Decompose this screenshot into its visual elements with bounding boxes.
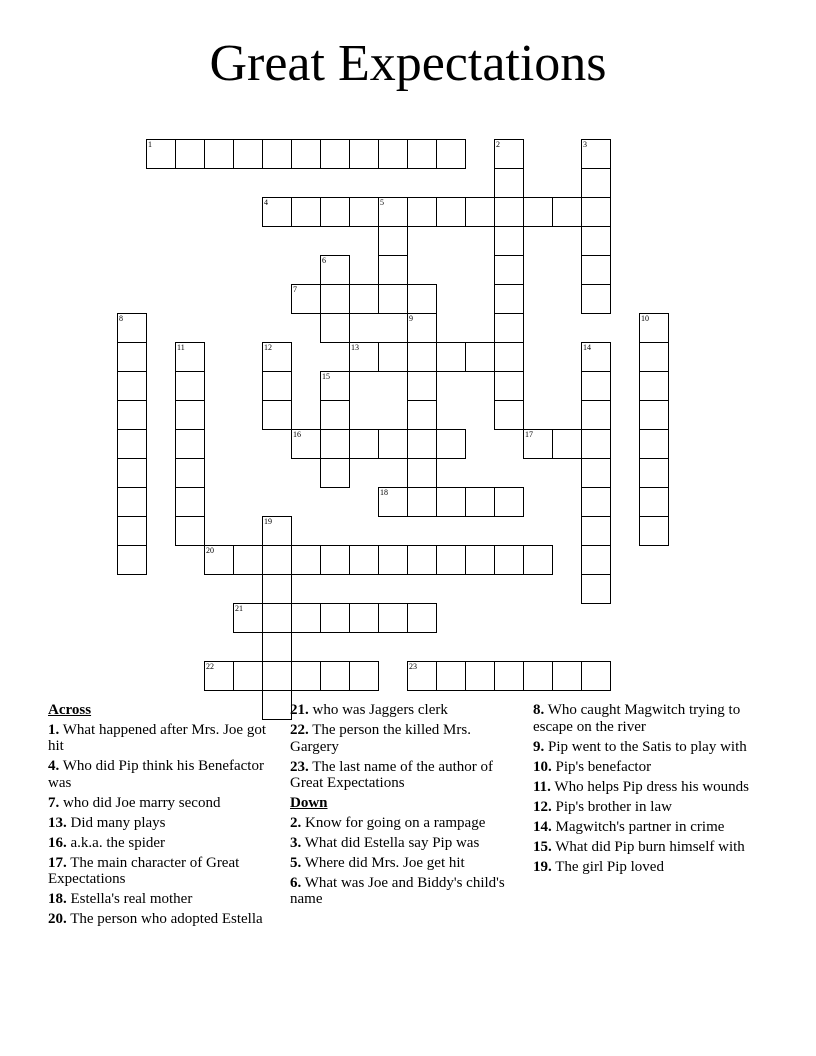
across-clue [48, 795, 278, 812]
clue-text: What did Estella say Pip was [301, 834, 480, 851]
grid-cell[interactable] [320, 603, 350, 633]
across-clue [48, 911, 278, 928]
grid-cell[interactable] [581, 197, 611, 227]
grid-cell[interactable] [407, 284, 437, 314]
grid-cell[interactable] [581, 487, 611, 517]
grid-cell[interactable] [262, 632, 292, 662]
across-clue [48, 835, 278, 852]
grid-cell[interactable] [291, 603, 321, 633]
grid-cell[interactable] [581, 516, 611, 546]
grid-cell[interactable] [465, 342, 495, 372]
grid-cell[interactable] [349, 284, 379, 314]
grid-cell[interactable] [436, 139, 466, 169]
clue-text: The person the killed Mrs. Gargery [290, 722, 471, 755]
clue-number: 12 [264, 343, 272, 352]
grid-cell[interactable] [117, 487, 147, 517]
clue-text: who did Joe marry second [59, 794, 221, 811]
grid-cell[interactable] [407, 661, 437, 691]
clue-text: a.k.a. the spider [66, 834, 166, 851]
grid-cell[interactable] [639, 487, 669, 517]
clue-number: 7. [48, 794, 60, 811]
clue-number: 17 [525, 430, 533, 439]
grid-cell[interactable] [378, 139, 408, 169]
clue-number: 23 [409, 662, 417, 671]
clue-text: What did Pip burn himself with [551, 838, 745, 855]
grid-cell[interactable] [436, 197, 466, 227]
grid-cell[interactable] [465, 545, 495, 575]
grid-cell[interactable] [407, 371, 437, 401]
grid-cell[interactable] [581, 139, 611, 169]
clue-text: Pip's brother in law [551, 798, 672, 815]
clue-text: Did many plays [66, 814, 166, 831]
clue-number: 2 [496, 140, 500, 149]
grid-cell[interactable] [204, 545, 234, 575]
clue-text: The girl Pip loved [551, 858, 664, 875]
down-clue [533, 839, 765, 856]
grid-cell[interactable] [349, 603, 379, 633]
clue-text: The last name of the author of Great Expectations [290, 758, 493, 791]
grid-cell[interactable] [175, 458, 205, 488]
grid-cell[interactable] [117, 371, 147, 401]
grid-cell[interactable] [378, 197, 408, 227]
grid-cell[interactable] [523, 661, 553, 691]
clue-number: 4. [48, 758, 60, 774]
clue-number: 21 [235, 604, 243, 613]
grid-cell[interactable] [465, 487, 495, 517]
grid-cell[interactable] [291, 429, 321, 459]
grid-cell[interactable] [407, 313, 437, 343]
down-clue [290, 815, 522, 832]
clue-number: 11 [177, 343, 185, 352]
clue-number: 17. [48, 854, 67, 871]
down-clue [533, 702, 765, 735]
clue-number: 1 [148, 140, 152, 149]
grid-cell[interactable] [320, 197, 350, 227]
grid-cell[interactable] [581, 284, 611, 314]
grid-cell[interactable] [407, 139, 437, 169]
grid-cell[interactable] [523, 197, 553, 227]
grid-cell[interactable] [581, 545, 611, 575]
grid-cell[interactable] [175, 342, 205, 372]
grid-cell[interactable] [349, 661, 379, 691]
grid-cell[interactable] [204, 139, 234, 169]
clue-text: Magwitch's partner in crime [551, 818, 725, 835]
clue-number: 23. [290, 758, 309, 775]
clue-number: 14 [583, 343, 591, 352]
grid-cell[interactable] [117, 313, 147, 343]
grid-cell[interactable] [117, 458, 147, 488]
grid-cell[interactable] [291, 197, 321, 227]
grid-cell[interactable] [262, 371, 292, 401]
clue-number: 9. [533, 738, 545, 755]
grid-cell[interactable] [117, 400, 147, 430]
grid-cell[interactable] [494, 139, 524, 169]
clue-number: 21. [290, 702, 309, 718]
clue-number: 8 [119, 314, 123, 323]
across-clue [290, 759, 522, 792]
grid-cell[interactable] [262, 400, 292, 430]
grid-cell[interactable] [349, 197, 379, 227]
clue-number: 16 [293, 430, 301, 439]
grid-cell[interactable] [494, 661, 524, 691]
grid-cell[interactable] [436, 661, 466, 691]
grid-cell[interactable] [320, 139, 350, 169]
across-clue [290, 722, 522, 755]
grid-cell[interactable] [552, 661, 582, 691]
clue-text: Who caught Magwitch trying to escape on the river [533, 702, 741, 735]
grid-cell[interactable] [407, 487, 437, 517]
grid-cell[interactable] [494, 197, 524, 227]
grid-cell[interactable] [581, 226, 611, 256]
grid-cell[interactable] [204, 661, 234, 691]
clue-number: 13. [48, 814, 67, 831]
clue-text: Pip went to the Satis to play with [544, 738, 747, 755]
clue-number: 5. [290, 854, 302, 871]
down-clue [533, 779, 765, 796]
grid-cell[interactable] [262, 139, 292, 169]
grid-cell[interactable] [117, 516, 147, 546]
clue-text: Who helps Pip dress his wounds [550, 778, 749, 795]
clue-number: 4 [264, 198, 268, 207]
clue-number: 3 [583, 140, 587, 149]
clue-text: Know for going on a rampage [301, 814, 486, 831]
clue-number: 12. [533, 798, 552, 815]
clue-number: 3. [290, 834, 302, 851]
grid-cell[interactable] [494, 400, 524, 430]
grid-cell[interactable] [465, 661, 495, 691]
clue-number: 10. [533, 758, 552, 775]
grid-cell[interactable] [233, 661, 263, 691]
grid-cell[interactable] [175, 487, 205, 517]
grid-cell[interactable] [378, 342, 408, 372]
down-header: Down [290, 795, 328, 811]
grid-cell[interactable] [320, 661, 350, 691]
clue-column-1 [48, 702, 278, 931]
grid-cell[interactable] [465, 197, 495, 227]
grid-cell[interactable] [494, 226, 524, 256]
grid-cell[interactable] [320, 313, 350, 343]
grid-cell[interactable] [639, 429, 669, 459]
clue-number: 20. [48, 911, 67, 927]
clue-text: who was Jaggers clerk [308, 702, 448, 718]
across-clue [48, 815, 278, 832]
grid-cell[interactable] [407, 429, 437, 459]
grid-cell[interactable] [494, 168, 524, 198]
grid-cell[interactable] [262, 197, 292, 227]
grid-cell[interactable] [523, 429, 553, 459]
grid-cell[interactable] [494, 255, 524, 285]
grid-cell[interactable] [581, 371, 611, 401]
grid-cell[interactable] [175, 371, 205, 401]
grid-cell[interactable] [494, 371, 524, 401]
grid-cell[interactable] [175, 516, 205, 546]
grid-cell[interactable] [581, 458, 611, 488]
grid-cell[interactable] [320, 458, 350, 488]
down-clue [533, 759, 765, 776]
clue-number: 13 [351, 343, 359, 352]
across-clue [48, 758, 278, 791]
grid-cell[interactable] [581, 429, 611, 459]
grid-cell[interactable] [146, 139, 176, 169]
grid-cell[interactable] [407, 603, 437, 633]
grid-cell[interactable] [291, 139, 321, 169]
grid-cell[interactable] [436, 545, 466, 575]
grid-cell[interactable] [581, 661, 611, 691]
grid-cell[interactable] [581, 168, 611, 198]
grid-cell[interactable] [436, 342, 466, 372]
grid-cell[interactable] [175, 429, 205, 459]
grid-cell[interactable] [349, 342, 379, 372]
grid-cell[interactable] [233, 603, 263, 633]
grid-cell[interactable] [378, 487, 408, 517]
grid-cell[interactable] [552, 429, 582, 459]
grid-cell[interactable] [349, 545, 379, 575]
across-header: Across [48, 702, 92, 718]
grid-cell[interactable] [378, 226, 408, 256]
grid-cell[interactable] [262, 603, 292, 633]
clue-number: 7 [293, 285, 297, 294]
grid-cell[interactable] [349, 429, 379, 459]
clue-text: What happened after Mrs. Joe got hit [48, 721, 266, 754]
across-clue [290, 702, 522, 719]
grid-cell[interactable] [639, 516, 669, 546]
grid-cell[interactable] [639, 458, 669, 488]
grid-cell[interactable] [262, 545, 292, 575]
grid-cell[interactable] [349, 139, 379, 169]
grid-cell[interactable] [378, 545, 408, 575]
down-clue [533, 799, 765, 816]
clue-number: 11. [533, 778, 551, 795]
grid-cell[interactable] [436, 487, 466, 517]
clue-number: 15. [533, 838, 552, 855]
grid-cell[interactable] [320, 429, 350, 459]
grid-cell[interactable] [494, 284, 524, 314]
grid-cell[interactable] [291, 545, 321, 575]
grid-cell[interactable] [581, 574, 611, 604]
grid-cell[interactable] [407, 342, 437, 372]
clue-number: 9 [409, 314, 413, 323]
clue-text: Where did Mrs. Joe get hit [301, 854, 465, 871]
grid-cell[interactable] [320, 284, 350, 314]
grid-cell[interactable] [320, 371, 350, 401]
grid-cell[interactable] [494, 487, 524, 517]
grid-cell[interactable] [320, 255, 350, 285]
grid-cell[interactable] [320, 400, 350, 430]
clue-number: 8. [533, 702, 545, 718]
grid-cell[interactable] [523, 545, 553, 575]
grid-cell[interactable] [407, 400, 437, 430]
grid-cell[interactable] [494, 313, 524, 343]
clue-number: 22. [290, 722, 309, 738]
clue-number: 19 [264, 517, 272, 526]
grid-cell[interactable] [407, 197, 437, 227]
clue-text: Who did Pip think his Benefactor was [48, 758, 264, 791]
grid-cell[interactable] [262, 516, 292, 546]
grid-cell[interactable] [639, 371, 669, 401]
grid-cell[interactable] [175, 139, 205, 169]
clue-number: 22 [206, 662, 214, 671]
grid-cell[interactable] [233, 545, 263, 575]
clue-number: 18 [380, 488, 388, 497]
clue-number: 20 [206, 546, 214, 555]
down-clue [533, 739, 765, 756]
clue-number: 2. [290, 814, 302, 831]
clue-number: 10 [641, 314, 649, 323]
grid-cell[interactable] [291, 284, 321, 314]
clue-number: 14. [533, 818, 552, 835]
grid-cell[interactable] [436, 429, 466, 459]
grid-cell[interactable] [494, 342, 524, 372]
clue-number: 1. [48, 721, 60, 738]
grid-cell[interactable] [581, 400, 611, 430]
clue-column-3 [533, 702, 765, 879]
clue-text: Pip's benefactor [551, 758, 652, 775]
clue-number: 6. [290, 874, 302, 891]
down-clue [290, 835, 522, 852]
grid-cell[interactable] [581, 342, 611, 372]
grid-cell[interactable] [552, 197, 582, 227]
grid-cell[interactable] [378, 255, 408, 285]
clue-number: 18. [48, 891, 67, 907]
clue-number: 16. [48, 834, 67, 851]
grid-cell[interactable] [262, 574, 292, 604]
grid-cell[interactable] [639, 342, 669, 372]
clue-number: 5 [380, 198, 384, 207]
down-clue [290, 875, 522, 908]
grid-cell[interactable] [117, 429, 147, 459]
grid-cell[interactable] [262, 342, 292, 372]
grid-cell[interactable] [117, 545, 147, 575]
grid-cell[interactable] [320, 545, 350, 575]
down-clue [533, 819, 765, 836]
clue-text: What was Joe and Biddy's child's name [290, 874, 505, 907]
page-title: Great Expectations [209, 35, 607, 92]
clue-text: Estella's real mother [66, 891, 193, 907]
grid-cell[interactable] [291, 661, 321, 691]
grid-cell[interactable] [378, 429, 408, 459]
grid-cell[interactable] [378, 284, 408, 314]
clue-number: 15 [322, 372, 330, 381]
grid-cell[interactable] [117, 342, 147, 372]
grid-cell[interactable] [175, 400, 205, 430]
down-clue [290, 855, 522, 872]
clue-text: The person who adopted Estella [66, 911, 263, 927]
clue-number: 19. [533, 858, 552, 875]
grid-cell[interactable] [639, 313, 669, 343]
grid-cell[interactable] [494, 545, 524, 575]
grid-cell[interactable] [639, 400, 669, 430]
clue-column-2 [290, 702, 522, 911]
clue-number: 6 [322, 256, 326, 265]
grid-cell[interactable] [233, 139, 263, 169]
grid-cell[interactable] [378, 603, 408, 633]
grid-cell[interactable] [262, 661, 292, 691]
grid-cell[interactable] [581, 255, 611, 285]
clue-text: The main character of Great Expectations [48, 854, 240, 887]
down-clue [533, 859, 765, 876]
across-clue [48, 722, 278, 755]
across-clue [48, 855, 278, 888]
across-clue [48, 891, 278, 908]
grid-cell[interactable] [407, 458, 437, 488]
grid-cell[interactable] [407, 545, 437, 575]
